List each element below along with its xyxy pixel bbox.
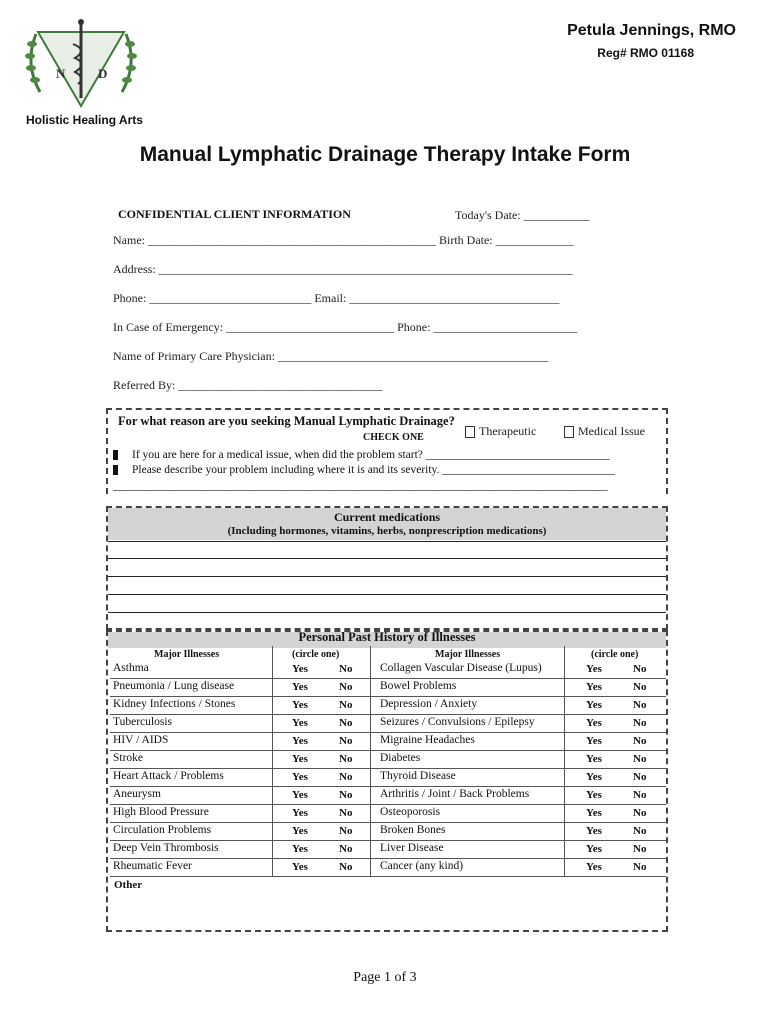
yes-option[interactable]: Yes <box>586 717 602 729</box>
illness-left: Deep Vein Thrombosis <box>113 842 219 854</box>
no-option[interactable]: No <box>633 735 647 747</box>
no-option[interactable]: No <box>633 699 647 711</box>
column-divider <box>272 646 273 876</box>
referred-by-field[interactable]: Referred By: __________________________________ <box>113 378 383 392</box>
no-option[interactable]: No <box>339 735 353 747</box>
name-field[interactable]: Name: ________________________________________________ Birth Date: _____________ <box>113 233 574 247</box>
practice-logo <box>18 14 144 114</box>
medications-subtitle: (Including hormones, vitamins, herbs, nonprescription medications) <box>227 525 547 537</box>
yes-option[interactable]: Yes <box>292 663 308 675</box>
address-field[interactable]: Address: _____________________________________________________________________ <box>113 262 573 276</box>
logo-letter-n: N <box>56 66 66 81</box>
practitioner-name: Petula Jennings, RMO <box>567 22 736 39</box>
medication-line[interactable] <box>108 558 666 559</box>
illness-left: Kidney Infections / Stones <box>113 698 236 710</box>
column-divider <box>370 646 371 876</box>
illness-left: Pneumonia / Lung disease <box>113 680 235 692</box>
row-divider <box>110 786 666 787</box>
no-option[interactable]: No <box>339 861 353 873</box>
illness-left: Circulation Problems <box>113 824 212 836</box>
column-divider <box>564 646 565 876</box>
row-divider <box>110 840 666 841</box>
yes-option[interactable]: Yes <box>586 681 602 693</box>
no-option[interactable]: No <box>339 789 353 801</box>
no-option[interactable]: No <box>633 861 647 873</box>
no-option[interactable]: No <box>339 681 353 693</box>
no-option[interactable]: No <box>339 807 353 819</box>
yes-option[interactable]: Yes <box>586 735 602 747</box>
illness-left: Aneurysm <box>113 788 161 800</box>
no-option[interactable]: No <box>633 789 647 801</box>
illness-left: HIV / AIDS <box>113 734 169 746</box>
checkbox-icon[interactable] <box>465 426 475 438</box>
row-divider <box>110 714 666 715</box>
client-section-label: CONFIDENTIAL CLIENT INFORMATION <box>118 207 351 221</box>
row-divider <box>110 732 666 733</box>
no-option[interactable]: No <box>339 753 353 765</box>
no-option[interactable]: No <box>339 699 353 711</box>
no-option[interactable]: No <box>633 843 647 855</box>
illness-right: Broken Bones <box>380 824 446 836</box>
other-label: Other <box>114 879 143 891</box>
yes-option[interactable]: Yes <box>292 681 308 693</box>
todays-date-field[interactable]: Today's Date: ___________ <box>455 208 590 222</box>
yes-option[interactable]: Yes <box>292 861 308 873</box>
row-divider <box>110 858 666 859</box>
no-option[interactable]: No <box>339 825 353 837</box>
illness-right: Arthritis / Joint / Back Problems <box>380 788 530 800</box>
no-option[interactable]: No <box>633 771 647 783</box>
no-option[interactable]: No <box>633 717 647 729</box>
emergency-field[interactable]: In Case of Emergency: ____________________________ Phone: ________________________ <box>113 320 578 334</box>
yes-option[interactable]: Yes <box>292 699 308 711</box>
illness-right: Seizures / Convulsions / Epilepsy <box>380 716 535 728</box>
yes-option[interactable]: Yes <box>586 771 602 783</box>
option-therapeutic[interactable]: Therapeutic <box>465 424 536 439</box>
yes-option[interactable]: Yes <box>292 843 308 855</box>
illness-left: Asthma <box>113 662 149 674</box>
no-option[interactable]: No <box>633 807 647 819</box>
form-title: Manual Lymphatic Drainage Therapy Intake Form <box>139 143 631 166</box>
no-option[interactable]: No <box>339 663 353 675</box>
yes-option[interactable]: Yes <box>586 753 602 765</box>
no-option[interactable]: No <box>633 825 647 837</box>
no-option[interactable]: No <box>633 663 647 675</box>
medication-line[interactable] <box>108 594 666 595</box>
problem-description-line[interactable]: ______________________________________________________________________________________ <box>113 480 608 492</box>
illness-right: Migraine Headaches <box>380 734 475 746</box>
checkbox-icon[interactable] <box>564 426 574 438</box>
yes-option[interactable]: Yes <box>292 753 308 765</box>
row-divider <box>110 804 666 805</box>
registration-number: Reg# RMO 01168 <box>597 46 694 60</box>
illness-left: Tuberculosis <box>113 716 172 728</box>
problem-description-question[interactable]: Please describe your problem including where it is and its severity. ______________________________ <box>113 464 615 476</box>
logo-letter-d: D <box>98 66 108 81</box>
illness-right: Thyroid Disease <box>380 770 456 782</box>
illness-right: Osteoporosis <box>380 806 441 818</box>
brand-name: Holistic Healing Arts <box>26 113 143 127</box>
page-number: Page 1 of 3 <box>353 970 417 985</box>
yes-option[interactable]: Yes <box>586 807 602 819</box>
no-option[interactable]: No <box>339 717 353 729</box>
yes-option[interactable]: Yes <box>586 699 602 711</box>
history-title: Personal Past History of Illnesses <box>298 630 476 644</box>
checkbox-icon <box>113 450 118 460</box>
yes-option[interactable]: Yes <box>292 735 308 747</box>
illness-left: Heart Attack / Problems <box>113 770 224 782</box>
medication-line[interactable] <box>108 576 666 577</box>
illness-right: Collagen Vascular Disease (Lupus) <box>380 662 542 674</box>
row-divider <box>110 876 666 877</box>
yes-option[interactable]: Yes <box>586 843 602 855</box>
yes-option[interactable]: Yes <box>292 717 308 729</box>
yes-option[interactable]: Yes <box>586 789 602 801</box>
no-option[interactable]: No <box>633 753 647 765</box>
yes-option[interactable]: Yes <box>292 771 308 783</box>
right-circle-header: (circle one) <box>591 649 639 660</box>
yes-option[interactable]: Yes <box>292 825 308 837</box>
row-divider <box>110 678 666 679</box>
check-one-label: CHECK ONE <box>363 432 424 443</box>
phone-email-field[interactable]: Phone: ___________________________ Email: ___________________________________ <box>113 291 560 305</box>
illness-right: Bowel Problems <box>380 680 457 692</box>
illness-left: Stroke <box>113 752 144 764</box>
row-divider <box>110 696 666 697</box>
illness-left: High Blood Pressure <box>113 806 209 818</box>
left-illness-header: Major Illnesses <box>154 649 220 660</box>
yes-option[interactable]: Yes <box>586 663 602 675</box>
illness-right: Diabetes <box>380 752 421 764</box>
yes-option[interactable]: Yes <box>586 861 602 873</box>
right-illness-header: Major Illnesses <box>435 649 501 660</box>
left-circle-header: (circle one) <box>292 649 340 660</box>
yes-option[interactable]: Yes <box>292 807 308 819</box>
medication-line[interactable] <box>108 541 666 542</box>
no-option[interactable]: No <box>633 681 647 693</box>
no-option[interactable]: No <box>339 771 353 783</box>
yes-option[interactable]: Yes <box>292 789 308 801</box>
medical-start-question[interactable]: If you are here for a medical issue, when did the problem start? ________________________________ <box>113 449 610 461</box>
reason-question: For what reason are you seeking Manual Lymphatic Drainage? <box>118 414 455 428</box>
no-option[interactable]: No <box>339 843 353 855</box>
illness-right: Cancer (any kind) <box>380 860 464 872</box>
illness-left: Rheumatic Fever <box>113 860 192 872</box>
yes-option[interactable]: Yes <box>586 825 602 837</box>
row-divider <box>110 768 666 769</box>
row-divider <box>110 822 666 823</box>
physician-field[interactable]: Name of Primary Care Physician: _____________________________________________ <box>113 349 548 363</box>
checkbox-icon <box>113 465 118 475</box>
illness-right: Liver Disease <box>380 842 444 854</box>
medications-title: Current medications <box>333 510 441 524</box>
option-medical-issue[interactable]: Medical Issue <box>564 424 645 439</box>
medication-line[interactable] <box>108 612 666 613</box>
row-divider <box>110 750 666 751</box>
illness-right: Depression / Anxiety <box>380 698 478 710</box>
